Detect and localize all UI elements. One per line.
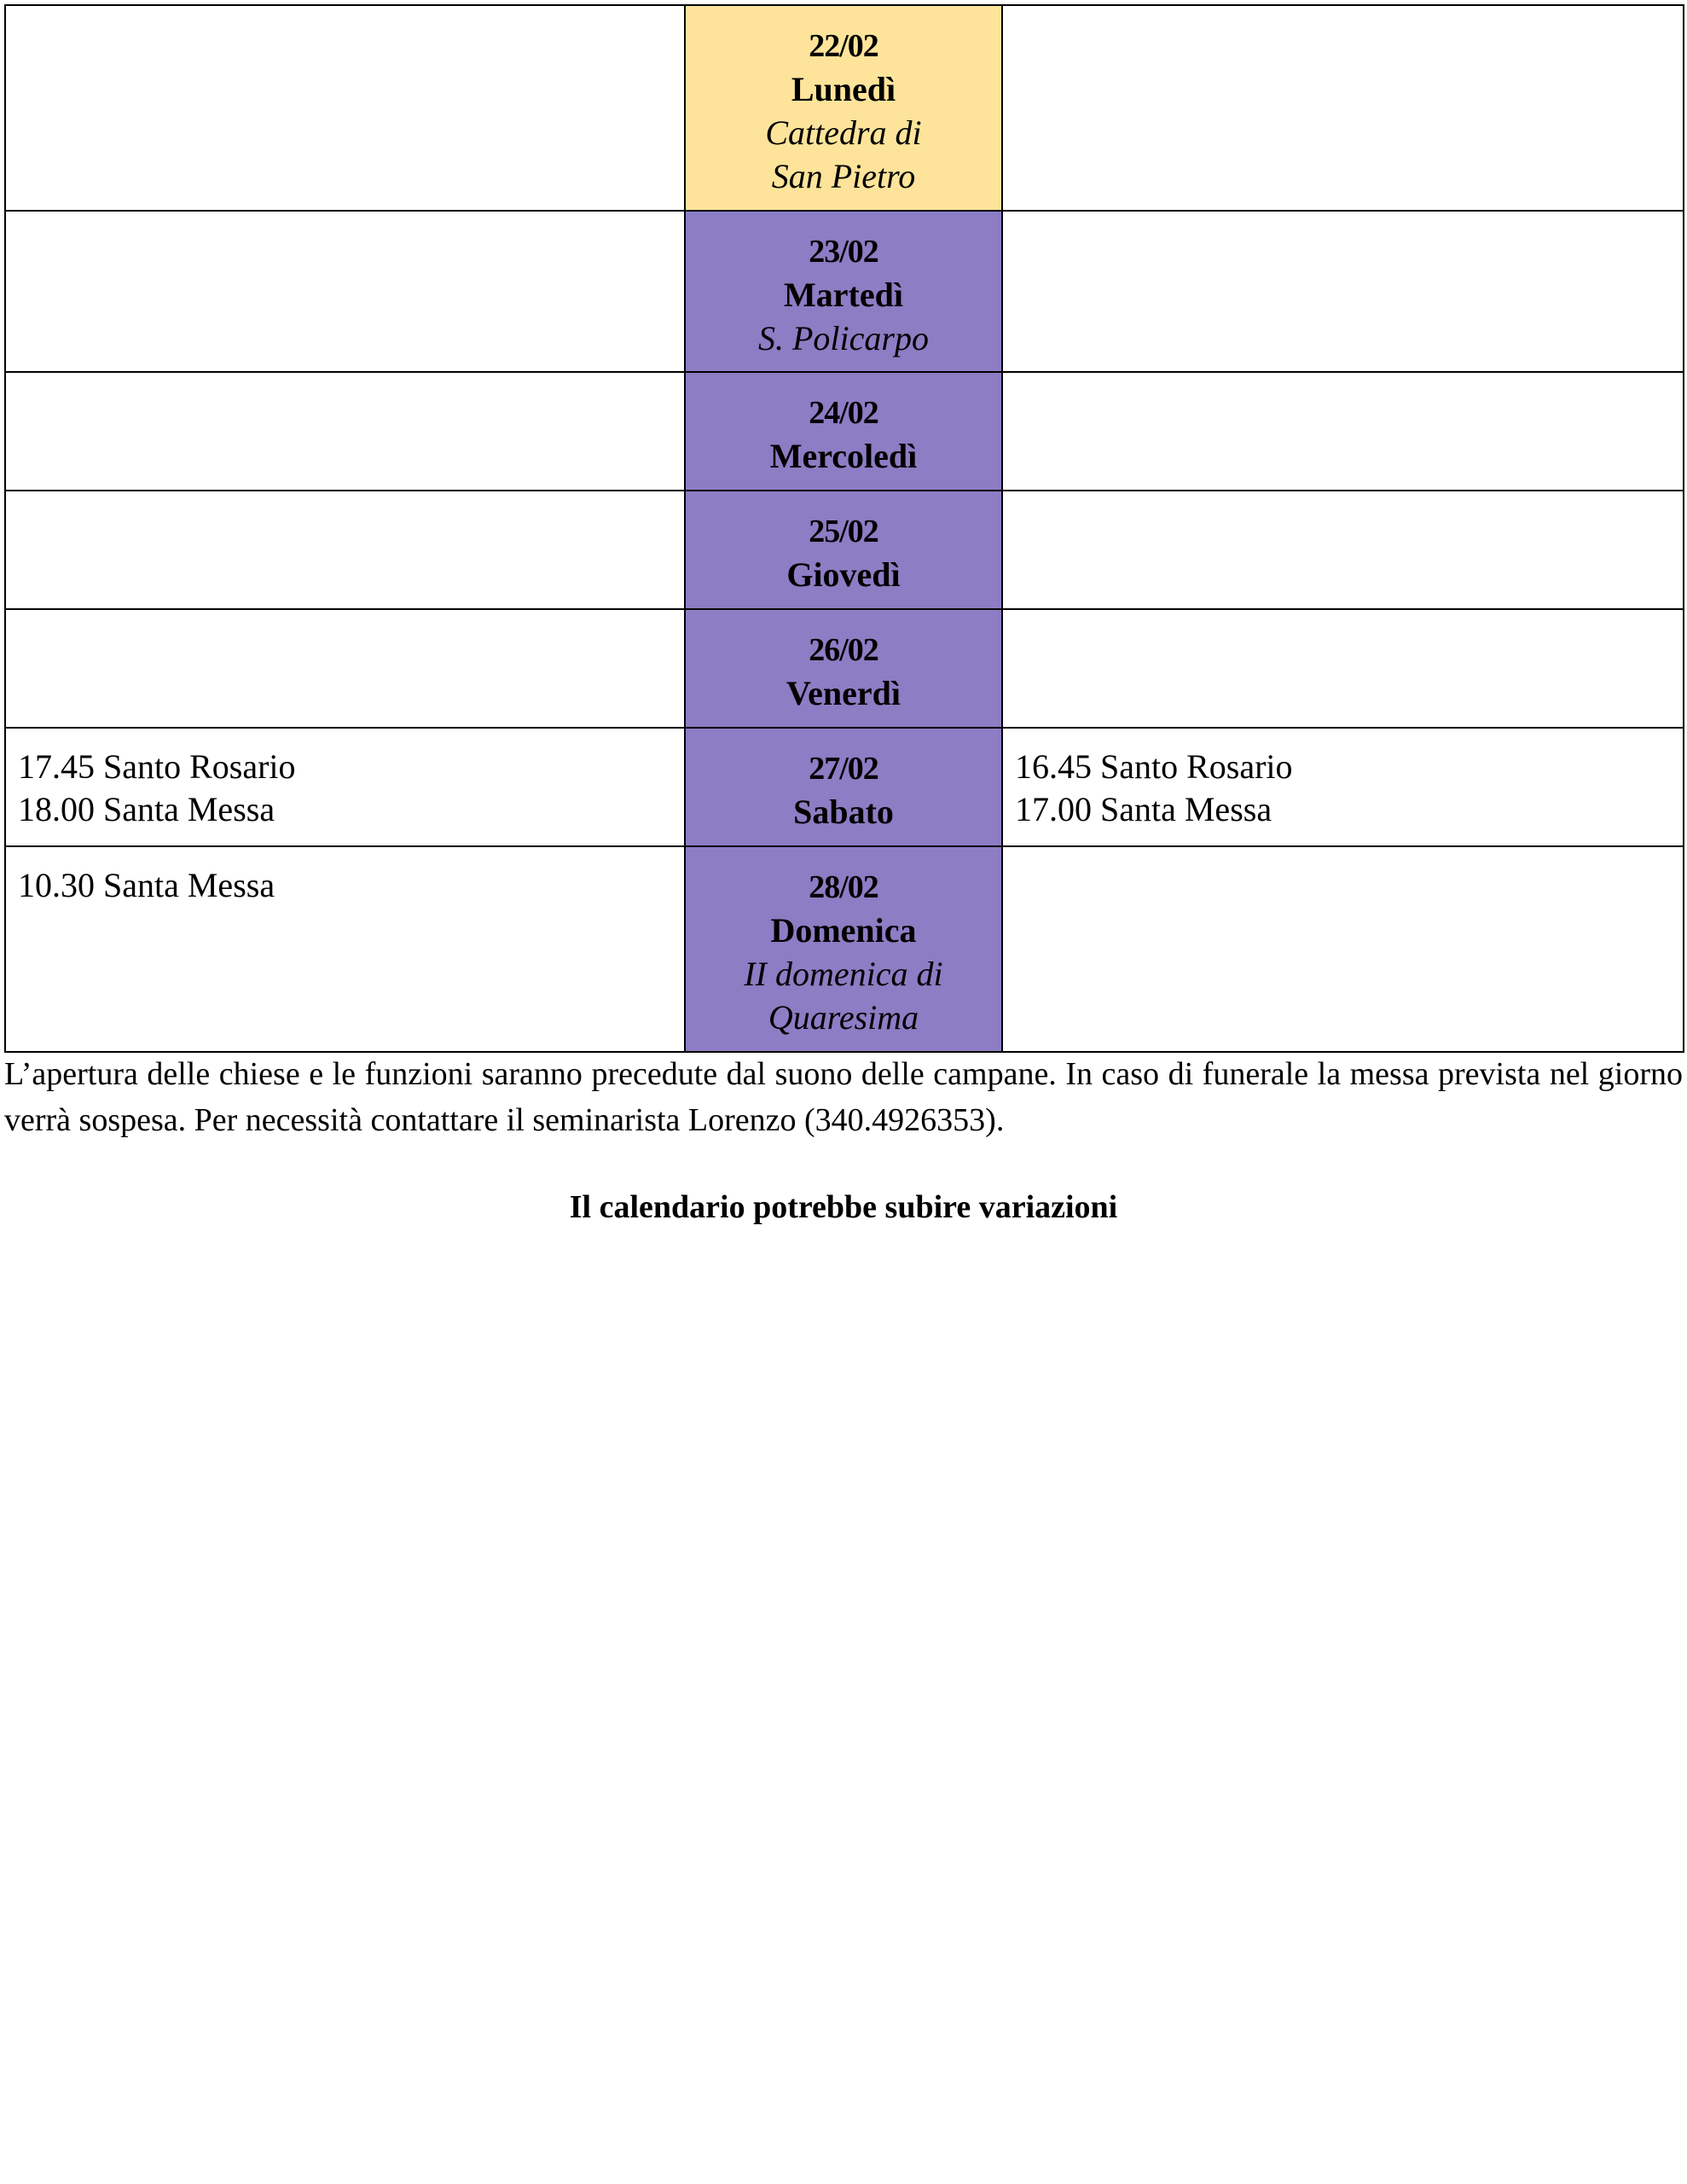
right-church-cell bbox=[1002, 491, 1684, 609]
event-line: 10.30 Santa Messa bbox=[18, 866, 275, 904]
schedule-row-27-02 bbox=[5, 728, 1684, 846]
day-weekday: Venerdì bbox=[786, 674, 901, 712]
day-weekday: Lunedì bbox=[791, 70, 896, 108]
right-church-cell bbox=[1002, 211, 1684, 372]
right-church-cell bbox=[1002, 372, 1684, 491]
schedule-row-24-02 bbox=[5, 372, 1684, 491]
day-date: 27/02 bbox=[809, 751, 878, 787]
schedule-row-28-02 bbox=[5, 846, 1684, 1052]
schedule-row-23-02 bbox=[5, 211, 1684, 372]
right-church-cell bbox=[1002, 846, 1684, 1052]
day-weekday: Giovedì bbox=[786, 555, 901, 594]
left-church-cell bbox=[5, 609, 685, 728]
day-cell bbox=[685, 372, 1002, 491]
day-cell bbox=[685, 491, 1002, 609]
event-line: 17.45 Santo Rosario bbox=[18, 747, 296, 786]
left-church-cell bbox=[5, 372, 685, 491]
day-cell bbox=[685, 846, 1002, 1052]
right-church-cell bbox=[1002, 728, 1684, 846]
left-church-cell bbox=[5, 728, 685, 846]
event-line: 18.00 Santa Messa bbox=[18, 790, 275, 828]
schedule-row-22-02 bbox=[5, 5, 1684, 211]
mass-schedule-table bbox=[4, 4, 1684, 1053]
day-feast-note: Cattedra di bbox=[765, 113, 922, 152]
day-date: 24/02 bbox=[809, 395, 878, 431]
day-weekday: Martedì bbox=[784, 276, 903, 314]
day-feast-note: II domenica di bbox=[744, 955, 943, 993]
left-church-cell bbox=[5, 211, 685, 372]
day-date: 26/02 bbox=[809, 632, 878, 668]
day-weekday: Sabato bbox=[793, 793, 894, 831]
day-date: 22/02 bbox=[809, 28, 878, 64]
day-cell bbox=[685, 609, 1002, 728]
event-line: 16.45 Santo Rosario bbox=[1015, 747, 1293, 786]
day-cell bbox=[685, 211, 1002, 372]
right-church-cell bbox=[1002, 5, 1684, 211]
footer-note: L’apertura delle chiese e le funzioni saranno precedute dal suono delle campane. In caso di funerale la messa prevista nel giorno verrà sospesa. Per necessità contattare il seminarista Lorenzo (340.4926353). bbox=[4, 1056, 1683, 1138]
left-church-cell bbox=[5, 491, 685, 609]
day-date: 23/02 bbox=[809, 234, 878, 270]
schedule-disclaimer: Il calendario potrebbe subire variazioni bbox=[569, 1189, 1118, 1225]
left-church-cell bbox=[5, 5, 685, 211]
day-date: 28/02 bbox=[809, 869, 878, 905]
day-weekday: Domenica bbox=[770, 911, 917, 950]
day-cell bbox=[685, 728, 1002, 846]
schedule-row-26-02 bbox=[5, 609, 1684, 728]
left-church-cell bbox=[5, 846, 685, 1052]
day-feast-note: San Pietro bbox=[771, 157, 916, 195]
event-line: 17.00 Santa Messa bbox=[1015, 790, 1272, 828]
day-date: 25/02 bbox=[809, 514, 878, 549]
right-church-cell bbox=[1002, 609, 1684, 728]
day-feast-note: Quaresima bbox=[768, 998, 919, 1037]
schedule-row-25-02 bbox=[5, 491, 1684, 609]
day-feast-note: S. Policarpo bbox=[758, 319, 929, 357]
day-weekday: Mercoledì bbox=[769, 437, 918, 475]
day-cell bbox=[685, 5, 1002, 211]
